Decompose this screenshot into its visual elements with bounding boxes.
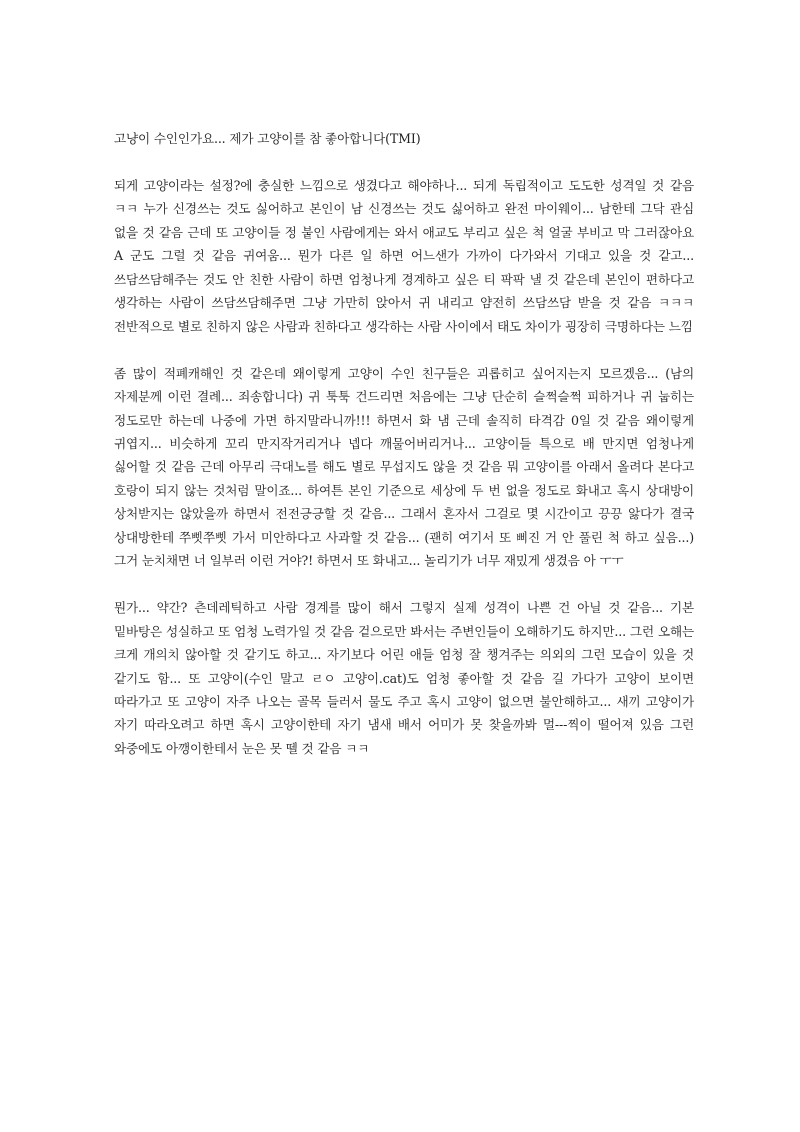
paragraph-tsundere: 뭔가... 약간? 츤데레틱하고 사람 경계를 많이 해서 그렇지 실제 성격이 나쁜 건 아닐 것 같음... 기본 밑바탕은 성실하고 또 엄청 노력가일 것 같음 겉으로만 봐서는 주변인들이 오해하기도 하지만... 그런 오해는 크게 개의치 않아할 것 같기도 하고... 자기보다 어린 애들 엄청 잘 챙겨주는 의외의 그런 모습이 있을 것 같기도 함... 또 고양이(수인 말고 ㄹㅇ 고양이.cat)도 엄청 좋아할 것 같음 길 가다가 고양이 보이면 따라가고 또 고양이 자주 나오는 골목 들러서 물도 주고 혹시 고양이 없으면 불안해하고... 새끼 고양이가 자기 따라오려고 하면 혹시 고양이한테 자기 냄새 배서 어미가 못 찾을까봐 멀---찍이 떨어져 있음 그런 와중에도 아깽이한테서 눈은 못 뗄 것 같음 ㅋㅋ bbox=[114, 600, 694, 756]
paragraph-cat-personality: 되게 고양이라는 설정?에 충실한 느낌으로 생겼다고 해야하나... 되게 독립적이고 도도한 성격일 것 같음 ㅋㅋ 누가 신경쓰는 것도 싫어하고 본인이 남 신경쓰는 것도 싫어하고 완전 마이웨이... 남한테 그닥 관심 없을 것 같음 근데 또 고양이들 정 붙인 사람에게는 와서 애교도 부리고 싶은 척 얼굴 부비고 막 그러잖아요 A 군도 그럴 것 같음 귀여움... 뭔가 다른 일 하면 어느샌가 가까이 다가와서 기대고 있을 것 같고... 쓰담쓰담해주는 것도 안 친한 사람이 하면 엄청나게 경계하고 싶은 티 팍팍 낼 것 같은데 본인이 편하다고 생각하는 사람이 쓰담쓰담해주면 그냥 가만히 앉아서 귀 내리고 얌전히 쓰담쓰담 받을 것 같음 ㅋㅋㅋ 전반적으로 별로 친하지 않은 사람과 친하다고 생각하는 사람 사이에서 태도 차이가 굉장히 극명하다는 느낌 bbox=[114, 177, 694, 334]
document-title: 고냥이 수인인가요... 제가 고양이를 참 좋아합니다(TMI) bbox=[114, 131, 421, 146]
paragraph-teasing: 좀 많이 적폐캐해인 것 같은데 왜이렇게 고양이 수인 친구들은 괴롭히고 싶어지는지 모르겠음... (남의 자제분께 이런 결례... 죄송합니다) 귀 툭툭 건드리면 처음에는 그냥 단순히 슬쩍슬쩍 피하거나 귀 눕히는 정도로만 하는데 나중에 가면 하지말라니까!!! 하면서 화 냄 근데 솔직히 타격감 0일 것 같음 왜이렇게 귀엽지... 비슷하게 꼬리 만지작거리거나 넵다 깨물어버리거나... 고양이들 특으로 배 만지면 엄청나게 싫어할 것 같음 근데 아무리 극대노를 해도 별로 무섭지도 않을 것 같음 뭐 고양이를 아래서 올려다 본다고 호랑이 되지 않는 것처럼 말이죠... 하여튼 본인 기준으로 세상에 두 번 없을 정도로 화내고 혹시 상대방이 상처받지는 않았을까 하면서 전전긍긍할 것 같음... 그래서 혼자서 그걸로 몇 시간이고 끙끙 앓다가 결국 상대방한테 쭈삣쭈삣 가서 미안하다고 사과할 것 같음... (괜히 여기서 또 삐진 거 안 풀린 척 하고 싶음...) 그거 눈치채면 너 일부러 이런 거야?! 하면서 또 화내고... 놀리기가 너무 재밌게 생겼음 아 ㅜㅜ bbox=[114, 365, 694, 569]
document-body bbox=[114, 127, 694, 784]
